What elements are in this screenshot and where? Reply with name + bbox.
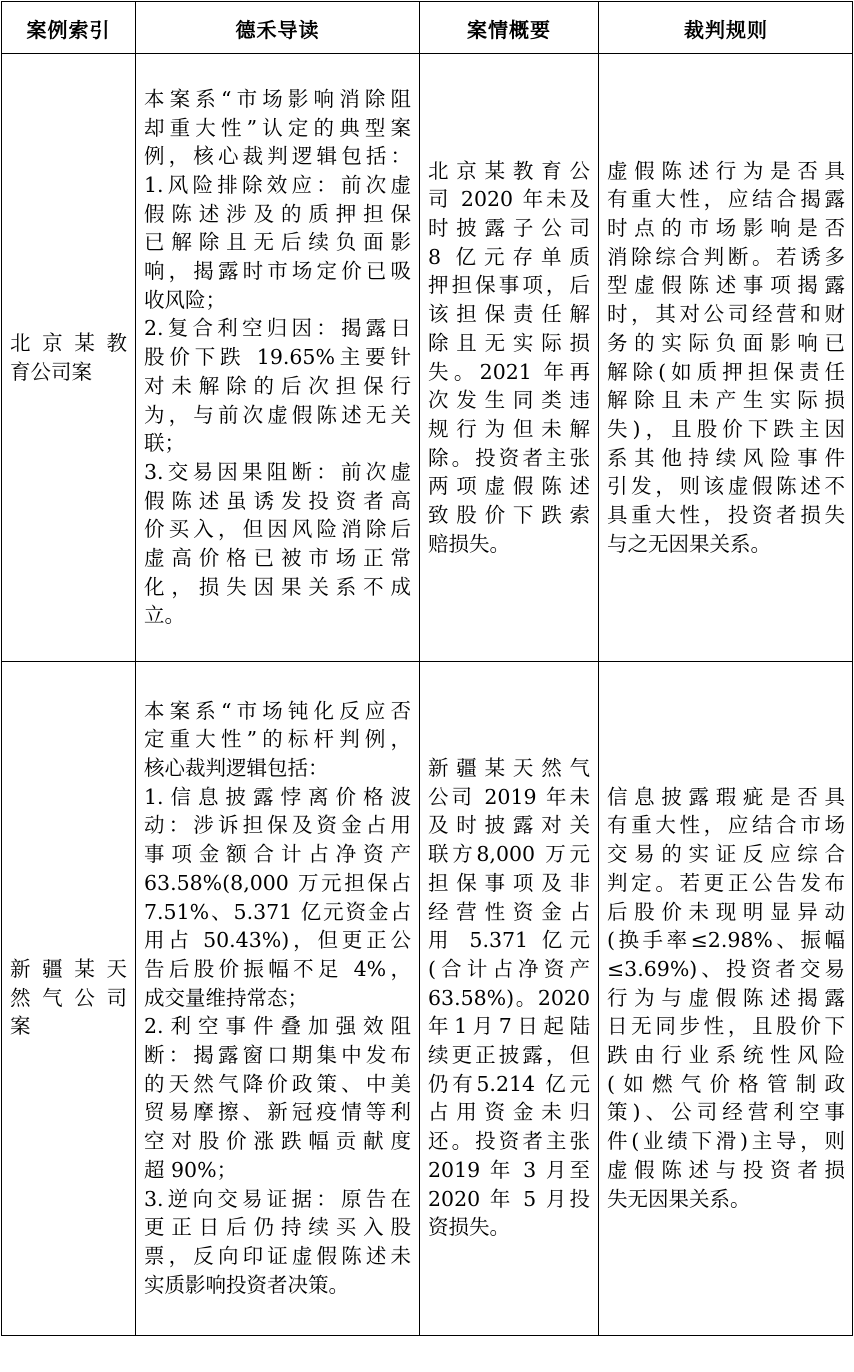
text-line: 失无因果关系。 xyxy=(607,1186,751,1211)
text-line: 虚高价格已被市场正常 xyxy=(144,546,411,571)
text-line: 核心裁判逻辑包括： xyxy=(144,756,329,781)
text-line: 联； xyxy=(144,431,185,456)
text-line: 定重大性”的标杆判例， xyxy=(144,727,411,752)
header-case-index: 案例索引 xyxy=(26,17,111,42)
text-line: 然气公司 xyxy=(10,985,127,1010)
text-line: 后股价未现明显异动 xyxy=(607,899,845,924)
table-row-1-rule xyxy=(599,54,853,661)
text-line: 续更正披露，但 xyxy=(428,1043,590,1068)
text-line: 消除综合判断。若诱多 xyxy=(607,244,845,269)
text-line: ≤3.69%)、投资者交易 xyxy=(607,956,845,981)
text-line: 例，核心裁判逻辑包括： xyxy=(144,144,411,169)
text-line: 用占 50.43%)，但更正公 xyxy=(144,928,411,953)
text-line: 系其他持续风险事件 xyxy=(607,445,845,470)
case-table xyxy=(1,1,853,1336)
text-line: 还。投资者主张 xyxy=(428,1129,590,1154)
text-line: 联方8,000 万元 xyxy=(428,842,590,867)
text-line: 有重大性，应结合揭露 xyxy=(607,187,845,212)
text-line: 规行为但未解 xyxy=(428,416,590,441)
text-line: 经营性资金占 xyxy=(428,899,590,924)
text-line: 解除且未产生实际损 xyxy=(607,388,845,413)
table-row-2-guide xyxy=(136,662,419,1334)
text-line: 具重大性，投资者损失 xyxy=(607,503,845,528)
header-judgment-rule: 裁判规则 xyxy=(684,17,768,42)
text-line: 实质影响投资者决策。 xyxy=(144,1272,349,1297)
text-line: 判定。若更正公告发布 xyxy=(607,870,845,895)
text-line: 票，反向印证虚假陈述未 xyxy=(144,1243,411,1268)
text-line: 育公司案 xyxy=(10,359,92,384)
text-line: 3.逆向交易证据：原告在 xyxy=(144,1186,411,1211)
text-line: 本案系“市场钝化反应否 xyxy=(144,698,411,723)
text-line: 赔损失。 xyxy=(428,531,510,556)
table-row-1-index xyxy=(2,54,135,661)
text-line: 交易的实证反应综合 xyxy=(607,842,845,867)
text-line: 仍有5.214 亿元 xyxy=(428,1071,590,1096)
text-line: 空对股价涨跌幅贡献度 xyxy=(144,1129,411,1154)
text-line: 的天然气降价政策、中美 xyxy=(144,1071,411,1096)
text-line: 63.58%)。2020 xyxy=(428,985,590,1010)
text-line: 2.利空事件叠加强效阻 xyxy=(144,1014,411,1039)
text-line: 日无同步性，且股价下 xyxy=(607,1014,845,1039)
text-line: 时，其对公司经营和财 xyxy=(607,302,845,327)
text-line: 立。 xyxy=(144,603,185,628)
text-line: 收风险； xyxy=(144,287,226,312)
text-line: 两项虚假陈述 xyxy=(428,474,590,499)
text-line: 引发，则该虚假陈述不 xyxy=(607,474,845,499)
text-line: 对未解除的后次担保行 xyxy=(144,373,411,398)
text-line: 股价下跌 19.65%主要针 xyxy=(144,345,411,370)
text-line: 该担保责任解 xyxy=(428,302,590,327)
text-line: 失。2021 年再 xyxy=(428,359,590,384)
text-line: 超 90%； xyxy=(144,1157,238,1182)
text-line: 新疆某天 xyxy=(10,956,127,981)
text-line: 及时披露对关 xyxy=(428,813,590,838)
text-line: 与之无因果关系。 xyxy=(607,531,771,556)
text-line: (合计占净资产 xyxy=(428,956,590,981)
text-line: 63.58%(8,000 万元担保占 xyxy=(144,870,411,895)
text-line: 押担保事项，后 xyxy=(428,273,590,298)
text-line: 务的实际负面影响已 xyxy=(607,330,845,355)
text-line: 2020 年 5 月投 xyxy=(428,1186,590,1211)
text-line: 成交量维持常态； xyxy=(144,985,308,1010)
text-line: 时披露子公司 xyxy=(428,215,590,240)
text-line: 策)、公司经营利空事 xyxy=(607,1100,845,1125)
text-line: 虚假陈述行为是否具 xyxy=(607,158,845,183)
text-line: 7.51%、5.371 亿元资金占 xyxy=(144,899,411,924)
text-line: 断：揭露窗口期集中发布 xyxy=(144,1043,411,1068)
table-row-2-summary xyxy=(420,662,598,1334)
text-line: 次发生同类违 xyxy=(428,388,590,413)
text-line: 2019 年 3 月至 xyxy=(428,1157,590,1182)
text-line: 资损失。 xyxy=(428,1215,510,1240)
text-line: 告后股价振幅不足 4%， xyxy=(144,956,411,981)
text-line: 北京某教育公 xyxy=(428,158,590,183)
text-line: 致股价下跌索 xyxy=(428,503,590,528)
text-line: 1.风险排除效应：前次虚 xyxy=(144,172,411,197)
text-line: 除且无实际损 xyxy=(428,330,590,355)
text-line: 假陈述虽诱发投资者高 xyxy=(144,488,411,513)
text-line: 年1月7日起陆 xyxy=(428,1014,590,1039)
text-line: (换手率≤2.98%、振幅 xyxy=(607,928,845,953)
text-line: 公司 2019 年未 xyxy=(428,784,590,809)
text-line: 北京某教 xyxy=(10,330,127,355)
text-line: 1.信息披露悖离价格波 xyxy=(144,784,411,809)
text-line: 有重大性，应结合市场 xyxy=(607,813,845,838)
text-line: 动：涉诉担保及资金占用 xyxy=(144,813,411,838)
text-line: 司 2020 年未及 xyxy=(428,187,590,212)
text-line: (如燃气价格管制政 xyxy=(607,1071,845,1096)
text-line: 失)，且股价下跌主因 xyxy=(607,416,845,441)
text-line: 件(业绩下滑)主导，则 xyxy=(607,1129,845,1154)
text-line: 假陈述涉及的质押担保 xyxy=(144,201,411,226)
text-line: 虚假陈述与投资者损 xyxy=(607,1157,845,1182)
text-line: 价买入，但因风险消除后 xyxy=(144,517,411,542)
text-line: 跌由行业系统性风险 xyxy=(607,1043,845,1068)
text-line: 事项金额合计占净资产 xyxy=(144,842,411,867)
table-row-2-index xyxy=(2,662,135,1334)
text-line: 用 5.371 亿元 xyxy=(428,928,590,953)
text-line: 案 xyxy=(10,1014,31,1039)
table-row-2-rule xyxy=(599,662,853,1334)
text-line: 贸易摩擦、新冠疫情等利 xyxy=(144,1100,411,1125)
text-line: 型虚假陈述事项揭露 xyxy=(607,273,845,298)
text-line: 响，揭露时市场定价已吸 xyxy=(144,259,411,284)
text-line: 8 亿元存单质 xyxy=(428,244,590,269)
text-line: 新疆某天然气 xyxy=(428,756,590,781)
text-line: 为，与前次虚假陈述无关 xyxy=(144,402,411,427)
text-line: 本案系“市场影响消除阻 xyxy=(144,86,411,111)
text-line: 行为与虚假陈述揭露 xyxy=(607,985,845,1010)
text-line: 已解除且无后续负面影 xyxy=(144,230,411,255)
header-case-summary: 案情概要 xyxy=(467,17,551,42)
text-line: 更正日后仍持续买入股 xyxy=(144,1215,411,1240)
text-line: 占用资金未归 xyxy=(428,1100,590,1125)
text-line: 3.交易因果阻断：前次虚 xyxy=(144,459,411,484)
text-line: 化，损失因果关系不成 xyxy=(144,574,411,599)
text-line: 信息披露瑕疵是否具 xyxy=(607,784,845,809)
text-line: 2.复合利空归因：揭露日 xyxy=(144,316,411,341)
table-row-1-guide xyxy=(136,54,419,661)
text-line: 解除(如质押担保责任 xyxy=(607,359,845,384)
text-line: 时点的市场影响是否 xyxy=(607,215,845,240)
text-line: 担保事项及非 xyxy=(428,870,590,895)
table-row-1-summary xyxy=(420,54,598,661)
text-line: 却重大性”认定的典型案 xyxy=(144,115,411,140)
header-guide: 德禾导读 xyxy=(235,17,320,42)
text-line: 除。投资者主张 xyxy=(428,445,590,470)
